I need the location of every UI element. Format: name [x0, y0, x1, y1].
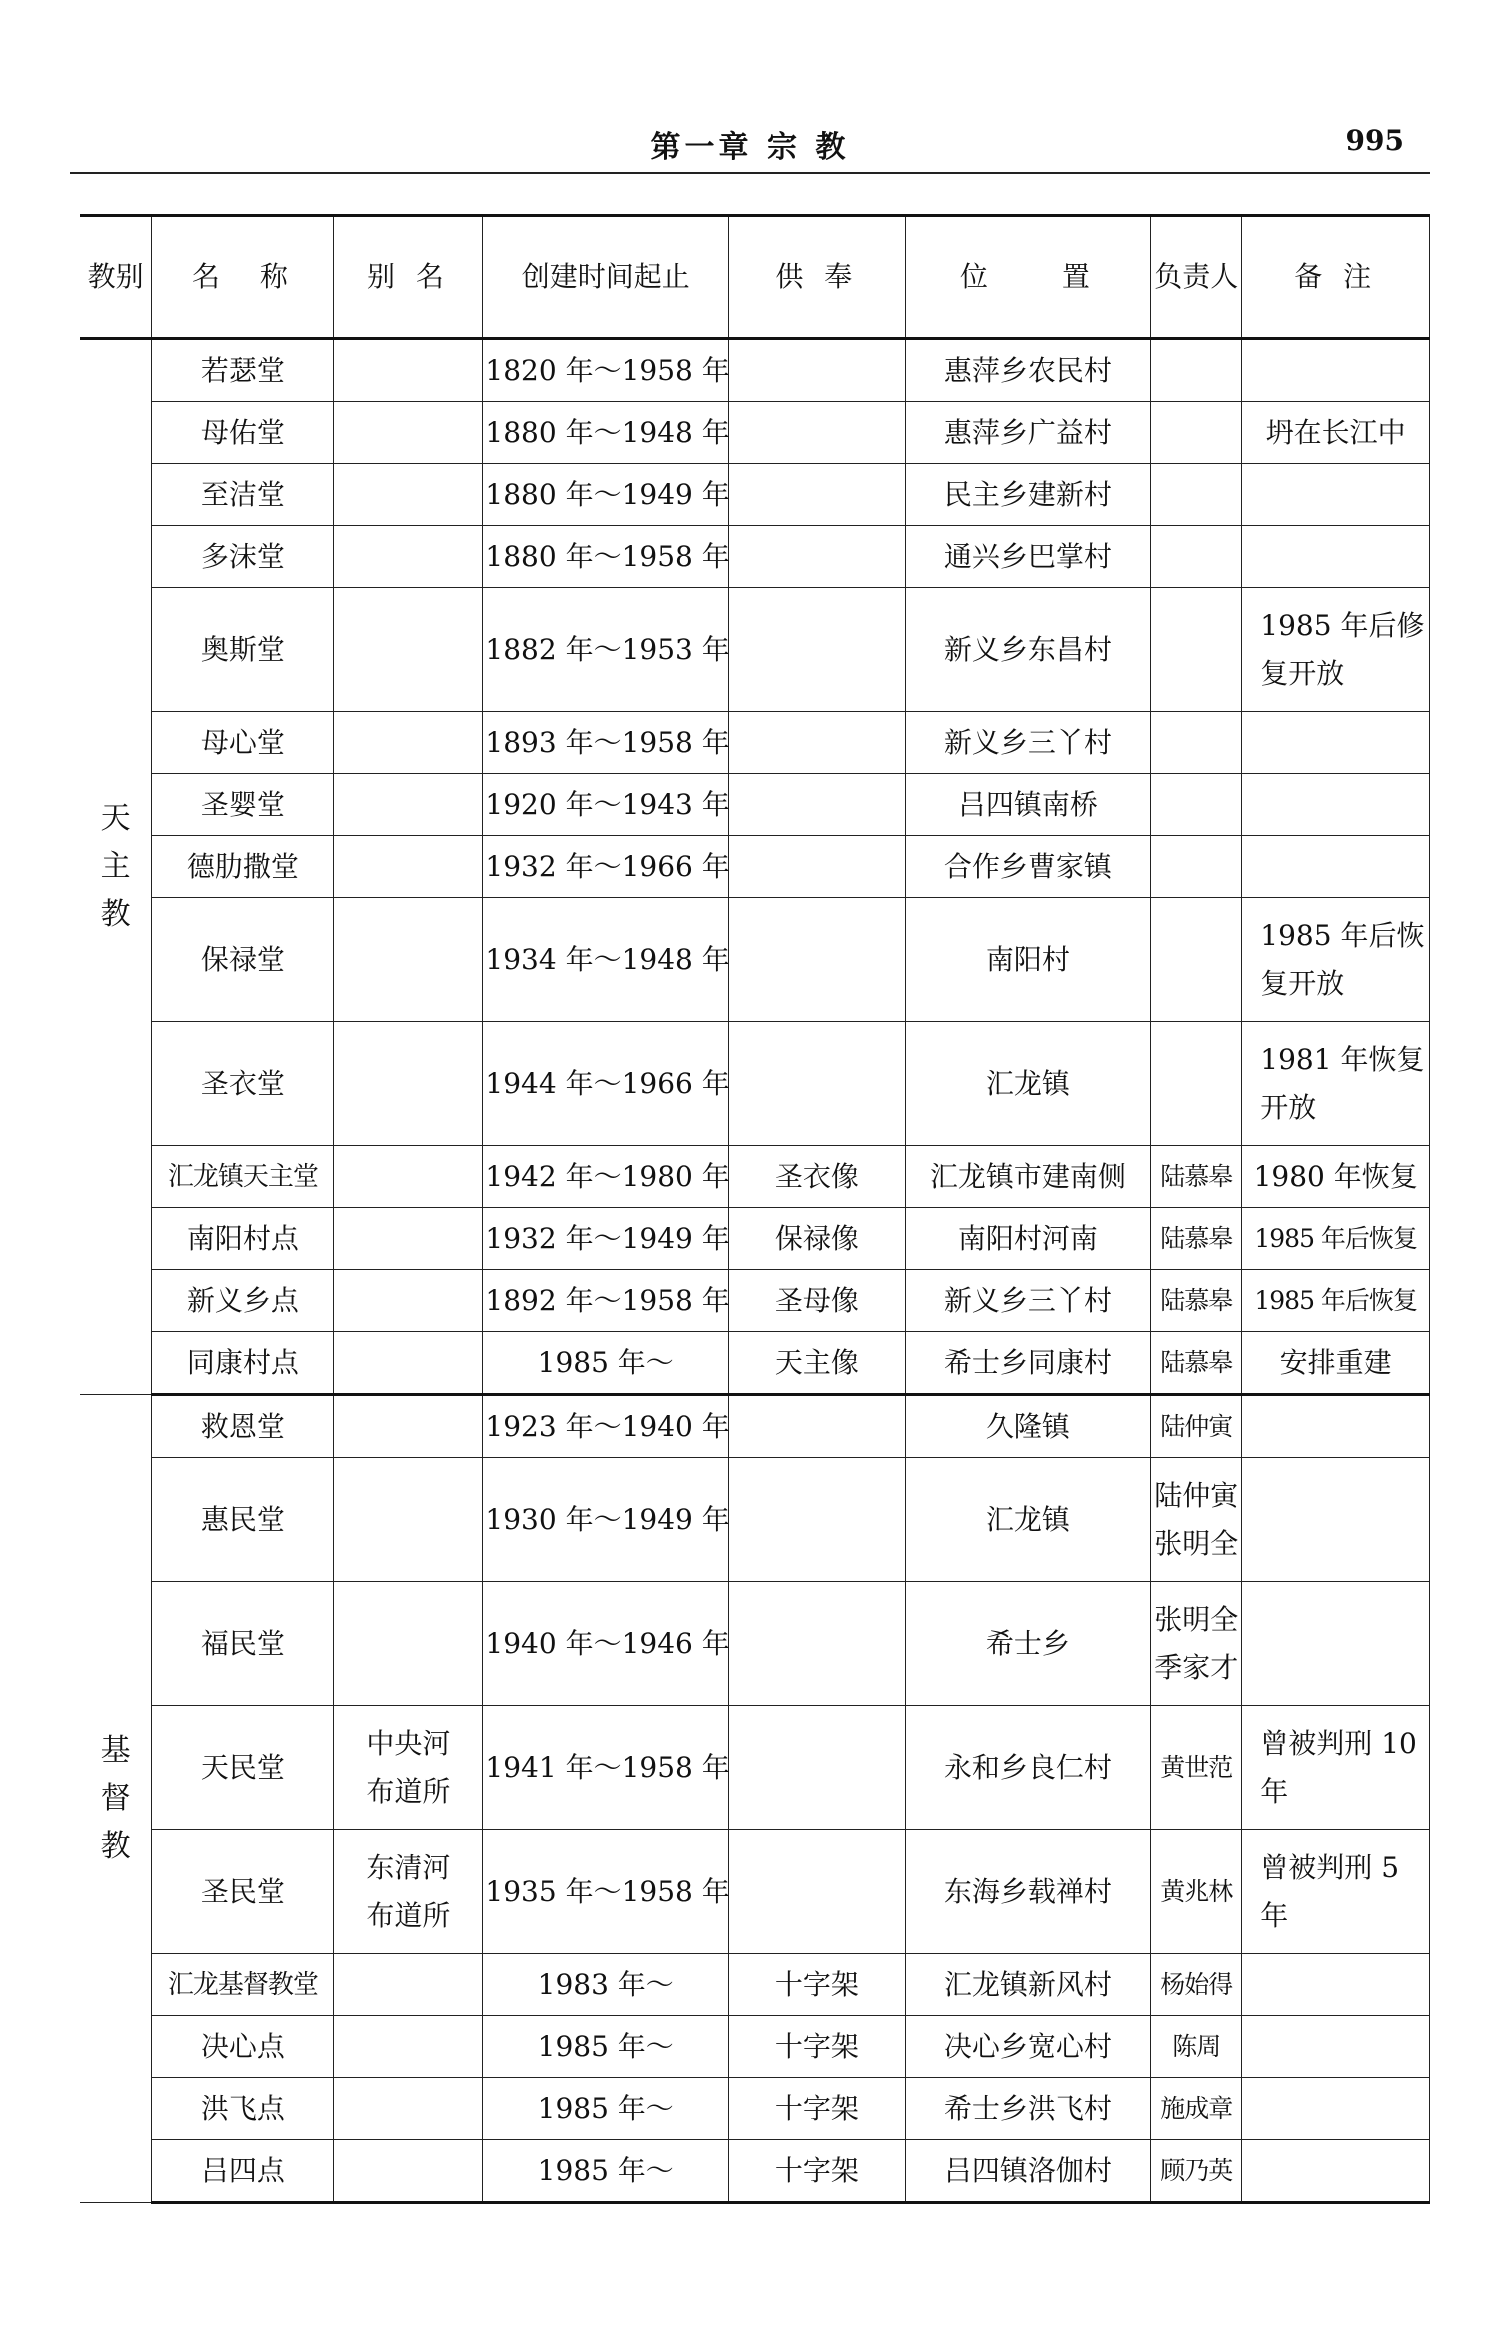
note-cell — [1242, 339, 1430, 402]
leader-cell: 黄兆林 — [1151, 1830, 1242, 1954]
worship-cell — [729, 464, 906, 526]
worship-cell: 十字架 — [729, 2016, 906, 2078]
note-cell: 曾被判刑 10 年 — [1242, 1706, 1430, 1830]
site-name-cell: 洪飞点 — [152, 2078, 334, 2140]
leader-cell: 杨始得 — [1151, 1954, 1242, 2016]
table-row — [80, 2140, 1430, 2203]
table-row — [80, 2016, 1430, 2078]
note-cell — [1242, 836, 1430, 898]
site-name-cell: 天民堂 — [152, 1706, 334, 1830]
location-cell: 通兴乡巴掌村 — [905, 526, 1151, 588]
worship-cell — [729, 339, 906, 402]
leader-cell: 陆慕皋 — [1151, 1332, 1242, 1395]
period-cell: 1882 年～1953 年 — [483, 588, 729, 712]
site-name-cell: 救恩堂 — [152, 1395, 334, 1458]
worship-cell: 圣衣像 — [729, 1146, 906, 1208]
alias-cell: 中央河 布道所 — [334, 1706, 483, 1830]
leader-cell: 陈周 — [1151, 2016, 1242, 2078]
period-cell: 1940 年～1946 年 — [483, 1582, 729, 1706]
note-cell: 1985 年后修复开放 — [1242, 588, 1430, 712]
leader-cell — [1151, 464, 1242, 526]
worship-cell — [729, 774, 906, 836]
note-cell — [1242, 526, 1430, 588]
period-cell: 1935 年～1958 年 — [483, 1830, 729, 1954]
location-cell: 南阳村 — [905, 898, 1151, 1022]
location-cell: 汇龙镇市建南侧 — [905, 1146, 1151, 1208]
period-cell: 1985 年～ — [483, 2078, 729, 2140]
site-name-cell: 汇龙镇天主堂 — [152, 1146, 334, 1208]
alias-cell — [334, 898, 483, 1022]
worship-cell — [729, 1458, 906, 1582]
worship-cell — [729, 588, 906, 712]
location-cell: 东海乡载禅村 — [905, 1830, 1151, 1954]
leader-cell: 黄世范 — [1151, 1706, 1242, 1830]
table-row — [80, 1830, 1430, 1954]
category-cell: 天 主 教 — [80, 339, 152, 1395]
location-cell: 惠萍乡广益村 — [905, 402, 1151, 464]
site-name-cell: 决心点 — [152, 2016, 334, 2078]
note-cell: 曾被判刑 5 年 — [1242, 1830, 1430, 1954]
location-cell: 汇龙镇 — [905, 1458, 1151, 1582]
table-row — [80, 526, 1430, 588]
alias-cell — [334, 1458, 483, 1582]
period-cell: 1880 年～1949 年 — [483, 464, 729, 526]
leader-cell: 顾乃英 — [1151, 2140, 1242, 2203]
note-cell — [1242, 774, 1430, 836]
note-cell: 坍在长江中 — [1242, 402, 1430, 464]
leader-cell: 陆仲寅 张明全 — [1151, 1458, 1242, 1582]
site-name-cell: 南阳村点 — [152, 1208, 334, 1270]
page-number: 995 — [1345, 124, 1404, 157]
alias-cell — [334, 2140, 483, 2203]
site-name-cell: 至洁堂 — [152, 464, 334, 526]
period-cell: 1985 年～ — [483, 2016, 729, 2078]
worship-cell: 十字架 — [729, 2140, 906, 2203]
alias-cell — [334, 2078, 483, 2140]
location-cell: 汇龙镇新风村 — [905, 1954, 1151, 2016]
table-row — [80, 712, 1430, 774]
worship-cell — [729, 402, 906, 464]
site-name-cell: 汇龙基督教堂 — [152, 1954, 334, 2016]
note-cell — [1242, 1458, 1430, 1582]
worship-cell — [729, 526, 906, 588]
table-row — [80, 1706, 1430, 1830]
alias-cell — [334, 339, 483, 402]
leader-cell — [1151, 712, 1242, 774]
worship-cell — [729, 712, 906, 774]
location-cell: 新义乡三丫村 — [905, 712, 1151, 774]
col-header-note: 备 注 — [1242, 216, 1430, 339]
location-cell: 惠萍乡农民村 — [905, 339, 1151, 402]
worship-cell: 十字架 — [729, 1954, 906, 2016]
location-cell: 希士乡同康村 — [905, 1332, 1151, 1395]
alias-cell — [334, 1270, 483, 1332]
worship-cell: 十字架 — [729, 2078, 906, 2140]
table-row — [80, 1208, 1430, 1270]
alias-cell — [334, 588, 483, 712]
period-cell: 1923 年～1940 年 — [483, 1395, 729, 1458]
worship-cell — [729, 1582, 906, 1706]
alias-cell — [334, 836, 483, 898]
leader-cell — [1151, 339, 1242, 402]
worship-cell — [729, 1395, 906, 1458]
period-cell: 1985 年～ — [483, 1332, 729, 1395]
alias-cell — [334, 774, 483, 836]
period-cell: 1941 年～1958 年 — [483, 1706, 729, 1830]
header-rule — [70, 172, 1430, 174]
period-cell: 1944 年～1966 年 — [483, 1022, 729, 1146]
worship-cell: 保禄像 — [729, 1208, 906, 1270]
leader-cell — [1151, 526, 1242, 588]
location-cell: 吕四镇洛伽村 — [905, 2140, 1151, 2203]
leader-cell — [1151, 774, 1242, 836]
table-row — [80, 1458, 1430, 1582]
note-cell — [1242, 464, 1430, 526]
alias-cell — [334, 1332, 483, 1395]
table-row — [80, 588, 1430, 712]
table-row — [80, 339, 1430, 402]
col-header-location: 位 置 — [905, 216, 1151, 339]
note-cell — [1242, 2016, 1430, 2078]
note-cell — [1242, 1395, 1430, 1458]
alias-cell — [334, 1022, 483, 1146]
leader-cell: 施成章 — [1151, 2078, 1242, 2140]
col-header-leader: 负责人 — [1151, 216, 1242, 339]
table-header-row — [80, 216, 1430, 339]
site-name-cell: 福民堂 — [152, 1582, 334, 1706]
leader-cell — [1151, 898, 1242, 1022]
table-row — [80, 1395, 1430, 1458]
leader-cell: 陆慕皋 — [1151, 1208, 1242, 1270]
period-cell: 1983 年～ — [483, 1954, 729, 2016]
period-cell: 1893 年～1958 年 — [483, 712, 729, 774]
table-row — [80, 402, 1430, 464]
col-header-alias: 别 名 — [334, 216, 483, 339]
col-header-worship: 供 奉 — [729, 216, 906, 339]
note-cell — [1242, 712, 1430, 774]
col-header-period: 创建时间起止 — [483, 216, 729, 339]
site-name-cell: 圣民堂 — [152, 1830, 334, 1954]
note-cell — [1242, 1582, 1430, 1706]
leader-cell — [1151, 402, 1242, 464]
site-name-cell: 德肋撒堂 — [152, 836, 334, 898]
table-row — [80, 898, 1430, 1022]
alias-cell — [334, 526, 483, 588]
alias-cell — [334, 1395, 483, 1458]
note-cell: 1985 年后恢复 — [1242, 1208, 1430, 1270]
location-cell: 南阳村河南 — [905, 1208, 1151, 1270]
worship-cell: 圣母像 — [729, 1270, 906, 1332]
table-row — [80, 774, 1430, 836]
category-cell: 基 督 教 — [80, 1395, 152, 2203]
note-cell — [1242, 2078, 1430, 2140]
period-cell: 1932 年～1949 年 — [483, 1208, 729, 1270]
site-name-cell: 多沫堂 — [152, 526, 334, 588]
table-row — [80, 1332, 1430, 1395]
worship-cell — [729, 898, 906, 1022]
alias-cell: 东清河 布道所 — [334, 1830, 483, 1954]
note-cell — [1242, 1954, 1430, 2016]
table-body — [80, 339, 1430, 2203]
site-name-cell: 母佑堂 — [152, 402, 334, 464]
site-name-cell: 圣婴堂 — [152, 774, 334, 836]
alias-cell — [334, 1582, 483, 1706]
alias-cell — [334, 1208, 483, 1270]
site-name-cell: 奥斯堂 — [152, 588, 334, 712]
worship-cell — [729, 1022, 906, 1146]
location-cell: 汇龙镇 — [905, 1022, 1151, 1146]
worship-cell — [729, 1706, 906, 1830]
site-name-cell: 若瑟堂 — [152, 339, 334, 402]
col-header-name: 名 称 — [152, 216, 334, 339]
location-cell: 希士乡洪飞村 — [905, 2078, 1151, 2140]
note-cell: 1981 年恢复开放 — [1242, 1022, 1430, 1146]
table-row — [80, 1022, 1430, 1146]
worship-cell — [729, 836, 906, 898]
chapter-title: 第一章 宗 教 — [650, 130, 850, 165]
site-name-cell: 圣衣堂 — [152, 1022, 334, 1146]
worship-cell: 天主像 — [729, 1332, 906, 1395]
alias-cell — [334, 2016, 483, 2078]
site-name-cell: 吕四点 — [152, 2140, 334, 2203]
col-header-category: 教别 — [80, 216, 152, 339]
period-cell: 1892 年～1958 年 — [483, 1270, 729, 1332]
alias-cell — [334, 464, 483, 526]
table-row — [80, 836, 1430, 898]
table-row — [80, 1954, 1430, 2016]
site-name-cell: 惠民堂 — [152, 1458, 334, 1582]
location-cell: 永和乡良仁村 — [905, 1706, 1151, 1830]
site-name-cell: 母心堂 — [152, 712, 334, 774]
table-row — [80, 1146, 1430, 1208]
period-cell: 1820 年～1958 年 — [483, 339, 729, 402]
table-row — [80, 1270, 1430, 1332]
location-cell: 民主乡建新村 — [905, 464, 1151, 526]
period-cell: 1930 年～1949 年 — [483, 1458, 729, 1582]
religion-sites-table — [80, 214, 1430, 2204]
site-name-cell: 同康村点 — [152, 1332, 334, 1395]
alias-cell — [334, 402, 483, 464]
period-cell: 1880 年～1948 年 — [483, 402, 729, 464]
period-cell: 1934 年～1948 年 — [483, 898, 729, 1022]
note-cell: 安排重建 — [1242, 1332, 1430, 1395]
leader-cell: 陆慕皋 — [1151, 1146, 1242, 1208]
leader-cell — [1151, 588, 1242, 712]
note-cell: 1985 年后恢复 — [1242, 1270, 1430, 1332]
leader-cell — [1151, 1022, 1242, 1146]
table-row — [80, 464, 1430, 526]
period-cell: 1985 年～ — [483, 2140, 729, 2203]
alias-cell — [334, 712, 483, 774]
worship-cell — [729, 1830, 906, 1954]
period-cell: 1932 年～1966 年 — [483, 836, 729, 898]
period-cell: 1920 年～1943 年 — [483, 774, 729, 836]
table-row — [80, 1582, 1430, 1706]
location-cell: 吕四镇南桥 — [905, 774, 1151, 836]
location-cell: 新义乡东昌村 — [905, 588, 1151, 712]
location-cell: 希士乡 — [905, 1582, 1151, 1706]
period-cell: 1942 年～1980 年 — [483, 1146, 729, 1208]
leader-cell — [1151, 836, 1242, 898]
table-row — [80, 2078, 1430, 2140]
leader-cell: 陆仲寅 — [1151, 1395, 1242, 1458]
alias-cell — [334, 1146, 483, 1208]
alias-cell — [334, 1954, 483, 2016]
site-name-cell: 新义乡点 — [152, 1270, 334, 1332]
leader-cell: 陆慕皋 — [1151, 1270, 1242, 1332]
location-cell: 新义乡三丫村 — [905, 1270, 1151, 1332]
location-cell: 合作乡曹家镇 — [905, 836, 1151, 898]
site-name-cell: 保禄堂 — [152, 898, 334, 1022]
location-cell: 决心乡宽心村 — [905, 2016, 1151, 2078]
leader-cell: 张明全 季家才 — [1151, 1582, 1242, 1706]
note-cell: 1985 年后恢复开放 — [1242, 898, 1430, 1022]
period-cell: 1880 年～1958 年 — [483, 526, 729, 588]
location-cell: 久隆镇 — [905, 1395, 1151, 1458]
note-cell — [1242, 2140, 1430, 2203]
note-cell: 1980 年恢复 — [1242, 1146, 1430, 1208]
